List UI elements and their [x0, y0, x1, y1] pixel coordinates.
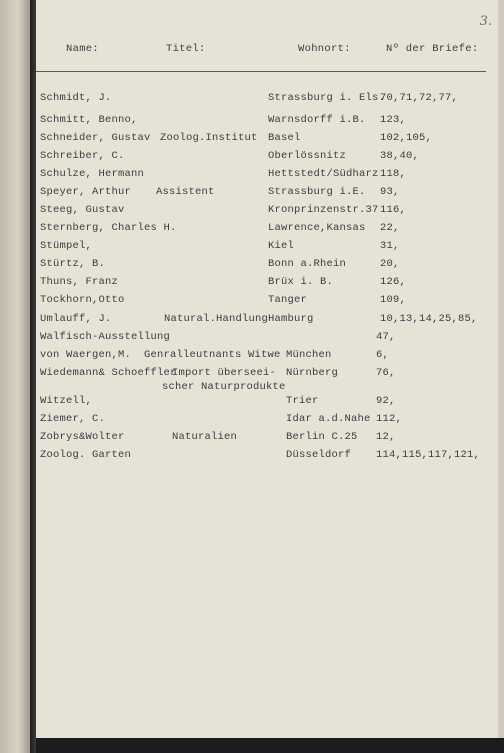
ledger-row — [36, 132, 498, 148]
row-nr-der-briefe: 109, — [380, 294, 407, 306]
row-titel: Import überseei- — [172, 367, 277, 379]
ledger-row — [36, 395, 498, 411]
row-nr-der-briefe: 112, — [376, 413, 403, 425]
row-nr-der-briefe: 93, — [380, 186, 400, 198]
row-name: Speyer, Arthur — [40, 186, 132, 198]
row-wohnort: Kronprinzenstr.37 — [268, 204, 379, 216]
ledger-row — [36, 168, 498, 184]
ledger-row — [36, 449, 498, 465]
page-number: 3. — [479, 14, 492, 29]
row-titel-continued: scher Naturprodukte — [162, 381, 286, 393]
row-wohnort: Berlin C.25 — [286, 431, 358, 443]
row-titel: Zoolog.Institut — [160, 132, 258, 144]
ledger-row — [36, 367, 498, 393]
row-name: Witzell, — [40, 395, 93, 407]
row-wohnort: Strassburg i. Els. — [268, 92, 386, 104]
row-nr-der-briefe: 114,115,117,121, — [376, 449, 481, 461]
row-nr-der-briefe: 20, — [380, 258, 400, 270]
ledger-row — [36, 431, 498, 447]
row-nr-der-briefe: 102,105, — [380, 132, 433, 144]
row-name: Schneider, Gustav — [40, 132, 151, 144]
ledger-row — [36, 313, 498, 329]
row-wohnort: Idar a.d.Nahe — [286, 413, 371, 425]
row-nr-der-briefe: 116, — [380, 204, 407, 216]
row-nr-der-briefe: 126, — [380, 276, 407, 288]
row-nr-der-briefe: 38,40, — [380, 150, 420, 162]
row-nr-der-briefe: 22, — [380, 222, 400, 234]
header-name: Name: — [66, 43, 100, 55]
row-name: Walfisch-Ausstellung — [40, 331, 171, 343]
row-titel: Assistent — [156, 186, 215, 198]
row-name: Schulze, Hermann — [40, 168, 145, 180]
row-wohnort: Bonn a.Rhein — [268, 258, 347, 270]
header-titel: Titel: — [166, 43, 206, 55]
row-nr-der-briefe: 31, — [380, 240, 400, 252]
row-name: Zoolog. Garten — [40, 449, 132, 461]
row-name: Thuns, Franz — [40, 276, 119, 288]
row-wohnort: Basel — [268, 132, 301, 144]
ledger-row — [36, 294, 498, 310]
row-wohnort: München — [286, 349, 332, 361]
previous-page-edge — [0, 0, 30, 753]
row-wohnort: Warnsdorff i.B. — [268, 114, 366, 126]
scan-bottom-border — [36, 738, 504, 753]
row-nr-der-briefe: 76, — [376, 367, 396, 379]
row-wohnort: Trier — [286, 395, 319, 407]
row-name: Schreiber, C. — [40, 150, 125, 162]
ledger-row — [36, 258, 498, 274]
row-name: Tockhorn,Otto — [40, 294, 125, 306]
ledger-row — [36, 114, 498, 130]
row-name: Steeg, Gustav — [40, 204, 125, 216]
ledger-row — [36, 150, 498, 166]
row-nr-der-briefe: 123, — [380, 114, 407, 126]
row-name: Ziemer, C. — [40, 413, 106, 425]
row-nr-der-briefe: 118, — [380, 168, 407, 180]
ledger-row — [36, 413, 498, 429]
ledger-row — [36, 222, 498, 238]
row-nr-der-briefe: 12, — [376, 431, 396, 443]
header-rule — [36, 71, 486, 72]
header-wohnort: Wohnort: — [298, 43, 351, 55]
header-nr-der-briefe: Nº der Briefe: — [386, 43, 479, 55]
row-name: Umlauff, J. — [40, 313, 112, 325]
ledger-row — [36, 349, 498, 365]
row-name: Sternberg, Charles H. — [40, 222, 177, 234]
row-name: Stümpel, — [40, 240, 93, 252]
row-nr-der-briefe: 70,71,72,77, — [380, 92, 459, 104]
row-wohnort: Nürnberg — [286, 367, 339, 379]
row-wohnort: Tanger — [268, 294, 308, 306]
row-titel: Natural.Handlung — [164, 313, 269, 325]
row-wohnort: Lawrence,Kansas — [268, 222, 366, 234]
row-titel: Genralleutnants Witwe — [144, 349, 281, 361]
ledger-row — [36, 331, 498, 347]
ledger-row — [36, 186, 498, 202]
row-name: Schmidt, J. — [40, 92, 112, 104]
column-headers — [36, 43, 498, 59]
ledger-row — [36, 92, 498, 108]
ledger-page — [36, 0, 498, 738]
row-wohnort: Hettstedt/Südharz — [268, 168, 379, 180]
row-wohnort: Oberlössnitz — [268, 150, 347, 162]
ledger-row — [36, 240, 498, 256]
row-wohnort: Strassburg i.E. — [268, 186, 366, 198]
row-name: Wiedemann& Schoeffler — [40, 367, 177, 379]
row-name: Schmitt, Benno, — [40, 114, 138, 126]
row-nr-der-briefe: 10,13,14,25,85, — [380, 313, 478, 325]
row-name: Zobrys&Wolter — [40, 431, 125, 443]
page-right-edge — [498, 0, 504, 738]
row-wohnort: Brüx i. B. — [268, 276, 334, 288]
row-nr-der-briefe: 47, — [376, 331, 396, 343]
ledger-row — [36, 204, 498, 220]
row-nr-der-briefe: 6, — [376, 349, 390, 361]
row-name: von Waergen,M. — [40, 349, 132, 361]
row-wohnort: Düsseldorf — [286, 449, 352, 461]
row-wohnort: Kiel — [268, 240, 295, 252]
row-titel: Naturalien — [172, 431, 238, 443]
row-name: Stürtz, B. — [40, 258, 106, 270]
row-wohnort: Hamburg — [268, 313, 314, 325]
row-nr-der-briefe: 92, — [376, 395, 396, 407]
ledger-row — [36, 276, 498, 292]
